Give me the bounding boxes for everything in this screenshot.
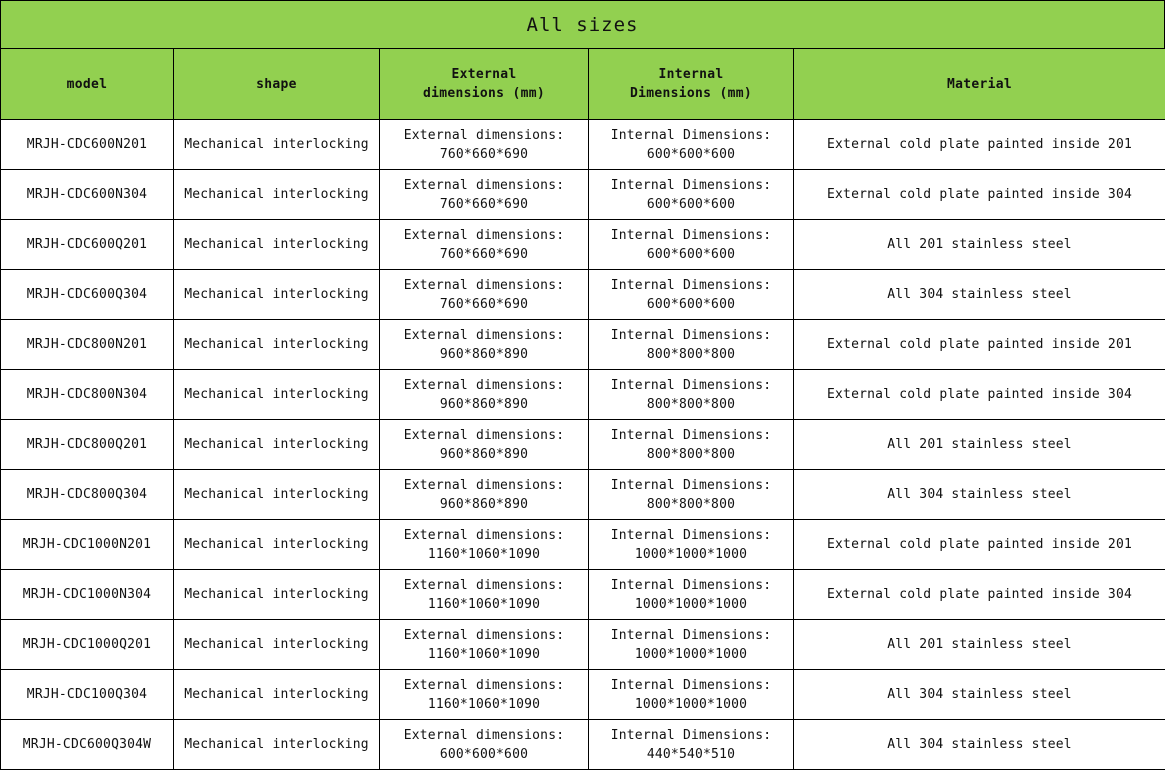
cell-internal-dimensions <box>589 620 794 670</box>
internal-label: Internal Dimensions: <box>610 327 772 343</box>
cell-material: All 201 stainless steel <box>794 220 1165 270</box>
cell-internal-dimensions <box>589 470 794 520</box>
cell-model: MRJH-CDC800Q304 <box>1 470 174 520</box>
internal-label: Internal Dimensions: <box>610 527 772 543</box>
internal-label: Internal Dimensions: <box>610 627 772 643</box>
table-row <box>1 620 1165 670</box>
table-row <box>1 520 1165 570</box>
table-row <box>1 370 1165 420</box>
cell-material: External cold plate painted inside 304 <box>794 370 1165 420</box>
internal-value: 1000*1000*1000 <box>634 546 748 562</box>
table-row <box>1 120 1165 170</box>
cell-material: All 201 stainless steel <box>794 420 1165 470</box>
cell-external-dimensions <box>380 620 589 670</box>
cell-model: MRJH-CDC1000N201 <box>1 520 174 570</box>
external-label: External dimensions: <box>403 227 565 243</box>
internal-value: 800*800*800 <box>646 496 736 512</box>
cell-shape: Mechanical interlocking <box>174 320 380 370</box>
external-label: External dimensions: <box>403 177 565 193</box>
external-value: 760*660*690 <box>439 296 529 312</box>
cell-external-dimensions <box>380 120 589 170</box>
external-value: 1160*1060*1090 <box>427 596 541 612</box>
table-row <box>1 570 1165 620</box>
header-model: model <box>1 49 174 120</box>
table-row <box>1 220 1165 270</box>
header-internal-line1: Internal <box>658 67 724 82</box>
table-row <box>1 720 1165 770</box>
cell-internal-dimensions <box>589 170 794 220</box>
cell-internal-dimensions <box>589 270 794 320</box>
cell-model: MRJH-CDC600Q201 <box>1 220 174 270</box>
cell-internal-dimensions <box>589 420 794 470</box>
cell-material: All 304 stainless steel <box>794 720 1165 770</box>
cell-model: MRJH-CDC800N304 <box>1 370 174 420</box>
external-value: 960*860*890 <box>439 496 529 512</box>
cell-material: External cold plate painted inside 304 <box>794 570 1165 620</box>
header-material: Material <box>794 49 1165 120</box>
cell-internal-dimensions <box>589 720 794 770</box>
internal-label: Internal Dimensions: <box>610 127 772 143</box>
external-label: External dimensions: <box>403 427 565 443</box>
cell-shape: Mechanical interlocking <box>174 220 380 270</box>
cell-external-dimensions <box>380 520 589 570</box>
header-external-dimensions <box>380 49 589 120</box>
cell-external-dimensions <box>380 170 589 220</box>
cell-model: MRJH-CDC1000N304 <box>1 570 174 620</box>
header-external-line1: External <box>451 67 517 82</box>
external-value: 1160*1060*1090 <box>427 646 541 662</box>
internal-value: 600*600*600 <box>646 246 736 262</box>
cell-material: External cold plate painted inside 201 <box>794 320 1165 370</box>
cell-shape: Mechanical interlocking <box>174 670 380 720</box>
cell-model: MRJH-CDC600Q304W <box>1 720 174 770</box>
internal-label: Internal Dimensions: <box>610 177 772 193</box>
cell-internal-dimensions <box>589 220 794 270</box>
cell-material: External cold plate painted inside 304 <box>794 170 1165 220</box>
internal-value: 600*600*600 <box>646 296 736 312</box>
external-label: External dimensions: <box>403 527 565 543</box>
internal-value: 440*540*510 <box>646 746 736 762</box>
internal-value: 600*600*600 <box>646 196 736 212</box>
cell-material: All 201 stainless steel <box>794 620 1165 670</box>
internal-value: 800*800*800 <box>646 346 736 362</box>
cell-shape: Mechanical interlocking <box>174 520 380 570</box>
cell-internal-dimensions <box>589 120 794 170</box>
table-row <box>1 170 1165 220</box>
cell-model: MRJH-CDC800N201 <box>1 320 174 370</box>
internal-label: Internal Dimensions: <box>610 427 772 443</box>
external-label: External dimensions: <box>403 477 565 493</box>
internal-value: 1000*1000*1000 <box>634 596 748 612</box>
table-row <box>1 670 1165 720</box>
external-label: External dimensions: <box>403 377 565 393</box>
internal-value: 1000*1000*1000 <box>634 696 748 712</box>
cell-external-dimensions <box>380 220 589 270</box>
cell-material: All 304 stainless steel <box>794 270 1165 320</box>
cell-model: MRJH-CDC800Q201 <box>1 420 174 470</box>
cell-shape: Mechanical interlocking <box>174 170 380 220</box>
external-value: 600*600*600 <box>439 746 529 762</box>
cell-shape: Mechanical interlocking <box>174 720 380 770</box>
internal-value: 600*600*600 <box>646 146 736 162</box>
internal-value: 1000*1000*1000 <box>634 646 748 662</box>
cell-shape: Mechanical interlocking <box>174 620 380 670</box>
header-row <box>1 49 1165 120</box>
cell-internal-dimensions <box>589 370 794 420</box>
cell-material: All 304 stainless steel <box>794 470 1165 520</box>
header-external-line2: dimensions (mm) <box>423 86 545 101</box>
table-body <box>1 120 1165 770</box>
external-value: 760*660*690 <box>439 146 529 162</box>
cell-external-dimensions <box>380 670 589 720</box>
table-row <box>1 420 1165 470</box>
header-internal-line2: Dimensions (mm) <box>630 86 752 101</box>
cell-material: External cold plate painted inside 201 <box>794 120 1165 170</box>
cell-external-dimensions <box>380 320 589 370</box>
cell-external-dimensions <box>380 370 589 420</box>
header-internal-dimensions <box>589 49 794 120</box>
cell-external-dimensions <box>380 720 589 770</box>
external-value: 1160*1060*1090 <box>427 696 541 712</box>
internal-value: 800*800*800 <box>646 446 736 462</box>
external-label: External dimensions: <box>403 677 565 693</box>
cell-external-dimensions <box>380 420 589 470</box>
cell-shape: Mechanical interlocking <box>174 570 380 620</box>
internal-label: Internal Dimensions: <box>610 677 772 693</box>
cell-shape: Mechanical interlocking <box>174 470 380 520</box>
table-row <box>1 270 1165 320</box>
cell-material: External cold plate painted inside 201 <box>794 520 1165 570</box>
cell-internal-dimensions <box>589 520 794 570</box>
cell-shape: Mechanical interlocking <box>174 370 380 420</box>
table-title: All sizes <box>0 0 1165 48</box>
internal-label: Internal Dimensions: <box>610 277 772 293</box>
internal-label: Internal Dimensions: <box>610 377 772 393</box>
external-value: 760*660*690 <box>439 196 529 212</box>
external-label: External dimensions: <box>403 727 565 743</box>
external-label: External dimensions: <box>403 277 565 293</box>
cell-shape: Mechanical interlocking <box>174 270 380 320</box>
cell-external-dimensions <box>380 470 589 520</box>
sizes-table <box>0 48 1165 770</box>
cell-model: MRJH-CDC600N304 <box>1 170 174 220</box>
table-header <box>1 49 1165 120</box>
cell-external-dimensions <box>380 270 589 320</box>
internal-label: Internal Dimensions: <box>610 227 772 243</box>
table-row <box>1 470 1165 520</box>
cell-internal-dimensions <box>589 670 794 720</box>
cell-shape: Mechanical interlocking <box>174 120 380 170</box>
cell-external-dimensions <box>380 570 589 620</box>
external-label: External dimensions: <box>403 627 565 643</box>
external-label: External dimensions: <box>403 127 565 143</box>
external-value: 1160*1060*1090 <box>427 546 541 562</box>
internal-label: Internal Dimensions: <box>610 577 772 593</box>
cell-shape: Mechanical interlocking <box>174 420 380 470</box>
internal-value: 800*800*800 <box>646 396 736 412</box>
external-label: External dimensions: <box>403 577 565 593</box>
internal-label: Internal Dimensions: <box>610 477 772 493</box>
external-value: 960*860*890 <box>439 396 529 412</box>
cell-model: MRJH-CDC600N201 <box>1 120 174 170</box>
external-value: 960*860*890 <box>439 446 529 462</box>
cell-model: MRJH-CDC600Q304 <box>1 270 174 320</box>
internal-label: Internal Dimensions: <box>610 727 772 743</box>
cell-model: MRJH-CDC1000Q201 <box>1 620 174 670</box>
cell-model: MRJH-CDC100Q304 <box>1 670 174 720</box>
header-shape: shape <box>174 49 380 120</box>
external-value: 960*860*890 <box>439 346 529 362</box>
cell-internal-dimensions <box>589 570 794 620</box>
external-label: External dimensions: <box>403 327 565 343</box>
cell-material: All 304 stainless steel <box>794 670 1165 720</box>
external-value: 760*660*690 <box>439 246 529 262</box>
table-row <box>1 320 1165 370</box>
cell-internal-dimensions <box>589 320 794 370</box>
